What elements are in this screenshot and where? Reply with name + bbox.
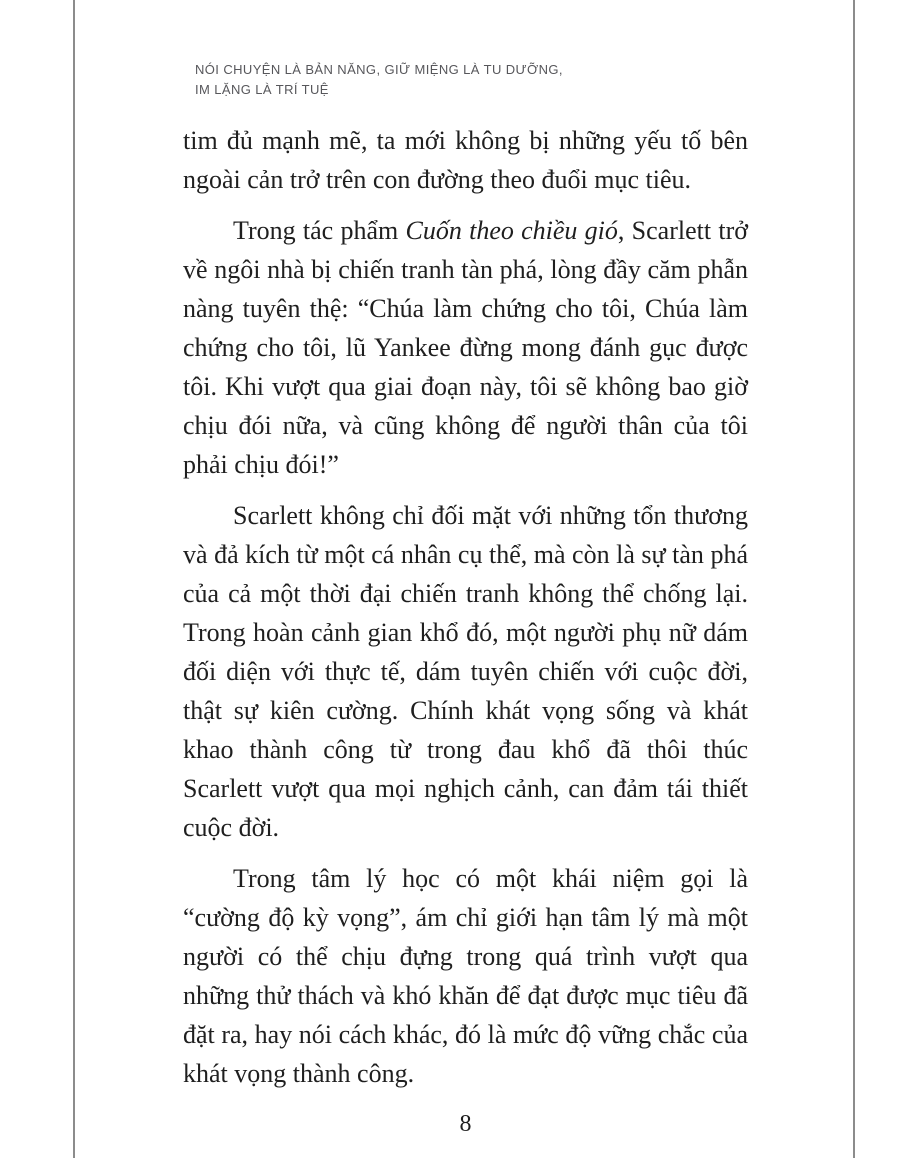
paragraph [183,859,748,1093]
paragraph [183,496,748,847]
body-text [183,121,748,1093]
running-header-line2: IM LẶNG LÀ TRÍ TUỆ [195,82,329,97]
running-header [195,60,755,100]
text-segment: Trong tác phẩm [233,216,406,245]
paragraph [183,121,748,199]
page-edge-left-line [73,0,75,1158]
text-segment: tim đủ mạnh mẽ, ta mới không bị những yếu tố bên ngoài cản trở trên con đường theo đuổi mục tiêu. [183,126,748,194]
paragraph [183,211,748,484]
page-edge-right-line [853,0,855,1158]
text-segment: Trong tâm lý học có một khái niệm gọi là “cường độ kỳ vọng”, ám chỉ giới hạn tâm lý mà một người có thể chịu đựng trong quá trình vượt qua những thử thách và khó khăn để đạt được mục tiêu đã đặt ra, hay nói cách khác, đó là mức độ vững chắc của khát vọng thành công. [183,864,748,1088]
text-segment: , Scarlett trở về ngôi nhà bị chiến tranh tàn phá, lòng đầy căm phẫn nàng tuyên thệ: “Chúa làm chứng cho tôi, Chúa làm chứng cho tôi, lũ Yankee đừng mong đánh gục được tôi. Khi vượt qua giai đoạn này, tôi sẽ không bao giờ chịu đói nữa, và cũng không để người thân của tôi phải chịu đói!” [183,216,748,479]
running-header-line1: NÓI CHUYỆN LÀ BẢN NĂNG, GIỮ MIỆNG LÀ TU DƯỠNG, [195,62,563,77]
text-segment: Scarlett không chỉ đối mặt với những tổn thương và đả kích từ một cá nhân cụ thể, mà còn là sự tàn phá của cả một thời đại chiến tranh không thể chống lại. Trong hoàn cảnh gian khổ đó, một người phụ nữ dám đối diện với thực tế, dám tuyên chiến với cuộc đời, thật sự kiên cường. Chính khát vọng sống và khát khao thành công từ trong đau khổ đã thôi thúc Scarlett vượt qua mọi nghịch cảnh, can đảm tái thiết cuộc đời. [183,501,748,842]
book-title-italic: Cuốn theo chiều gió [405,216,618,245]
page-number: 8 [459,1111,472,1137]
